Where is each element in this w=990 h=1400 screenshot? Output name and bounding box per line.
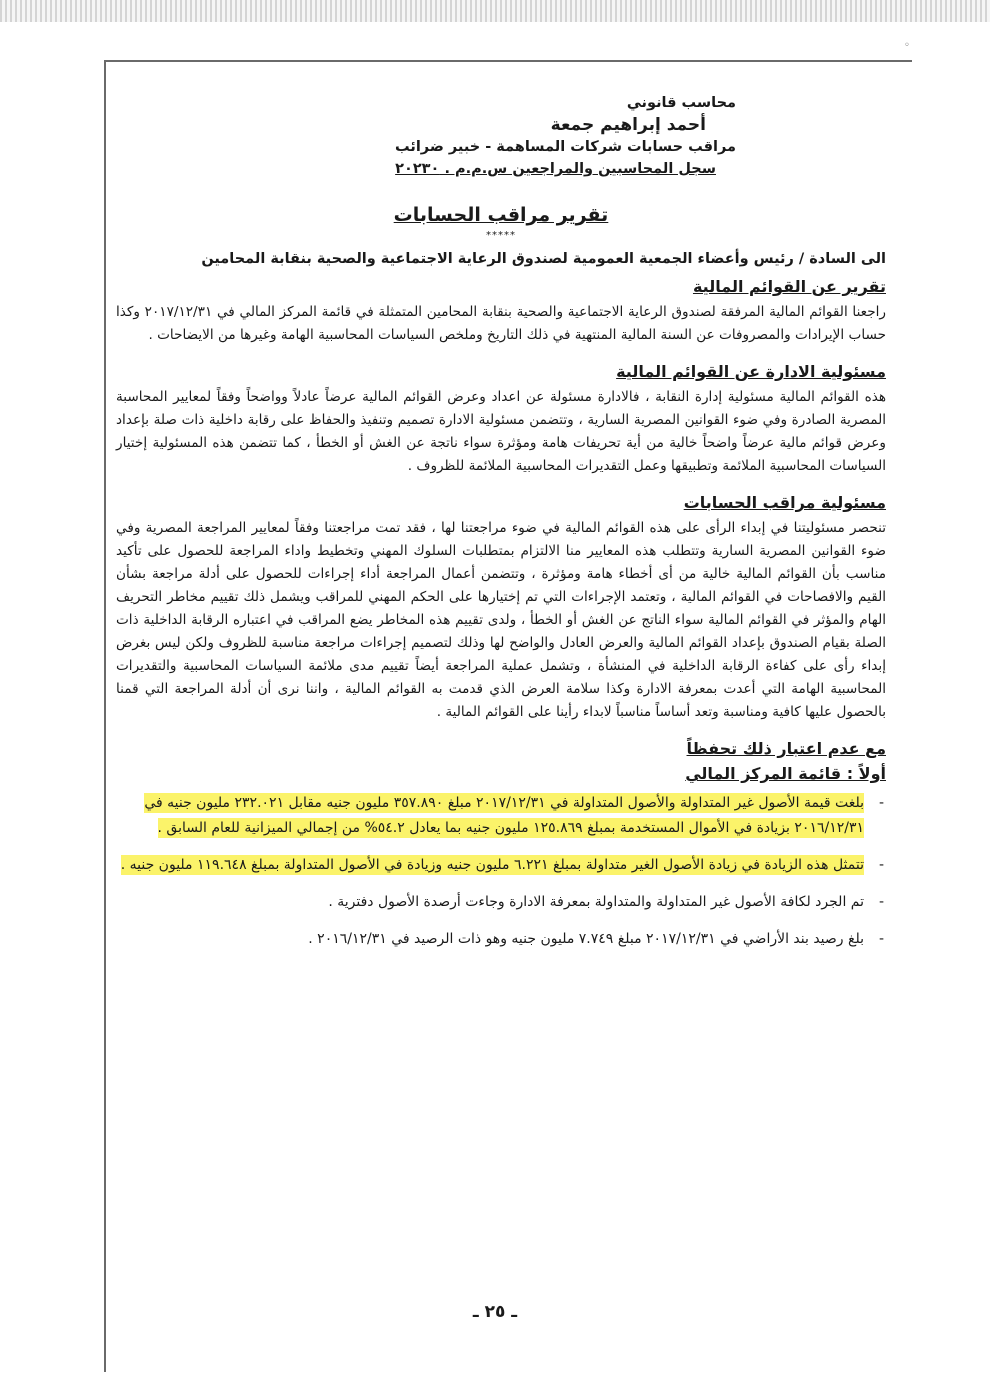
qualification-heading: مع عدم اعتبار ذلك تحفظاً	[686, 739, 886, 758]
addressee: الى السادة / رئيس وأعضاء الجمعية العمومية لصندوق الرعاية الاجتماعية والصحية بنقابة المحامين	[201, 251, 886, 267]
list-item-text: بلغت قيمة الأصول غير المتداولة والأصول المتداولة في ٢٠١٧/١٢/٣١ مبلغ ٣٥٧.٨٩٠ مليون جنيه مقابل ٢٣٢.٠٢١ مليون جنيه في ٢٠١٦/١٢/٣١ بزيادة في الأموال المستخدمة بمبلغ ١٢٥.٨٦٩ مليون جنيه بما يعادل ٥٤.٢% من إجمالي الميزانية للعام السابق .	[144, 795, 864, 836]
header-line-profession: محاسب قانوني	[626, 95, 736, 111]
list-dash: -	[878, 931, 884, 947]
header-line-name: أحمد إبراهيم جمعة	[550, 115, 706, 135]
list-item-text: بلغ رصيد بند الأراضي في ٢٠١٧/١٢/٣١ مبلغ ٧.٧٤٩ مليون جنيه وهو ذات الرصيد في ٢٠١٦/١٢/٣١ .	[308, 931, 864, 947]
list-item	[116, 791, 886, 841]
list-dash: -	[878, 894, 884, 910]
scan-top-band	[0, 0, 990, 22]
section-heading-management-responsibility: مسئولية الادارة عن القوائم المالية	[616, 362, 886, 381]
auditor-header	[216, 92, 736, 180]
balance-sheet-items	[116, 791, 886, 952]
header-line-role: مراقب حسابات شركات المساهمة - خبير ضرائب	[395, 139, 736, 155]
section-body-management-responsibility: هذه القوائم المالية مسئولية إدارة النقابة ، فالادارة مسئولة عن اعداد وعرض القوائم المالية عرضاً عادلاً وواضحاً وفقاً لمعايير المحاسبة المصرية الصادرة وفي ضوء القوانين المصرية السارية ، وتتضمن مسئولية الادارة تصميم وتنفيذ والحفاظ على رقابة داخلية ذات صلة بإعداد وعرض قوائم مالية عرضاً واضحاً خالية من أية تحريفات هامة ومؤثرة سواء ناتجة عن الغش أو الخطأ ، كما تتضمن هذه المسئولية إختيار السياسات المحاسبية الملائمة وتطبيقها وعمل التقديرات المحاسبية الملائمة للظروف .	[116, 389, 886, 474]
list-item-text: تتمثل هذه الزيادة في زيادة الأصول الغير متداولة بمبلغ ٦.٢٢١ مليون جنيه وزيادة في الأصول المتداولة بمبلغ ١١٩.٦٤٨ مليون جنيه .	[120, 857, 864, 873]
section-heading-financial-statements: تقرير عن القوائم المالية	[692, 277, 886, 296]
balance-sheet-subheading: أولاً : قائمة المركز المالي	[685, 764, 886, 783]
list-item	[116, 853, 886, 878]
header-line-registry: سجل المحاسبين والمراجعين س.م.م . ٢٠٢٣٠	[395, 161, 716, 177]
document-body	[116, 92, 886, 964]
list-item	[116, 927, 886, 952]
list-item-text: تم الجرد لكافة الأصول غير المتداولة والمتداولة بمعرفة الادارة وجاءت أرصدة الأصول دفترية .	[328, 894, 864, 910]
list-dash: -	[878, 857, 884, 873]
title-separator: *****	[486, 230, 516, 241]
list-item	[116, 890, 886, 915]
section-heading-auditor-responsibility: مسئولية مراقب الحسابات	[683, 493, 886, 512]
report-title: تقرير مراقب الحسابات	[393, 204, 609, 226]
section-body-auditor-responsibility: تنحصر مسئوليتنا في إبداء الرأى على هذه القوائم المالية في ضوء مراجعتنا لها ، فقد تمت مراجعتنا وفقاً لمعايير المراجعة المصرية وفي ضوء القوانين المصرية السارية وتتطلب هذه المعايير منا الالتزام بمتطلبات السلوك المهني وتخطيط واداء المراجعة للحصول على تأكيد مناسب بأن القوائم المالية خالية من أى أخطاء هامة ومؤثرة ، وتتضمن أعمال المراجعة أداء إجراءات للحصول على أدلة مراجعة بشأن القيم والافصاحات في القوائم المالية ، وتعتمد الإجراءات التي تم إختيارها على الحكم المهني للمراقب ويشمل ذلك تقييم مخاطر التحريف الهام والمؤثر في القوائم المالية سواء الناتج عن الغش أو الخطأ ، ولدى تقييم هذه المخاطر يضع المراقب في اعتباره الرقابة الداخلية ذات الصلة بقيام الصندوق بإعداد القوائم المالية والعرض العادل والواضح لها وذلك لتصميم إجراءات مراجعة مناسبة للظروف ولكن ليس بغرض إبداء رأى على كفاءة الرقابة الداخلية في المنشأة ، وتشمل عملية المراجعة أيضاً تقييم مدى ملائمة السياسات المحاسبية والتقديرات المحاسبية الهامة التي أعدت بمعرفة الادارة وكذا سلامة العرض الذي قدمت به القوائم المالية ، واننا نرى أن أدلة المراجعة التي قمنا بالحصول عليها كافية ومناسبة وتعد أساساً مناسباً لابداء رأينا على القوائم المالية .	[116, 520, 886, 720]
list-dash: -	[878, 795, 884, 811]
page-number: ـ ٢٥ ـ	[472, 1302, 518, 1322]
section-body-financial-statements: راجعنا القوائم المالية المرفقة لصندوق الرعاية الاجتماعية والصحية بنقابة المحامين المتمثلة في قائمة المركز المالي في ٢٠١٧/١٢/٣١ وكذا حساب الإيرادات والمصروفات عن السنة المالية المنتهية في ذلك التاريخ وملخص السياسات المحاسبية الهامة وغيرها من الايضاحات .	[116, 304, 886, 343]
scan-mark: ◦	[904, 40, 910, 51]
